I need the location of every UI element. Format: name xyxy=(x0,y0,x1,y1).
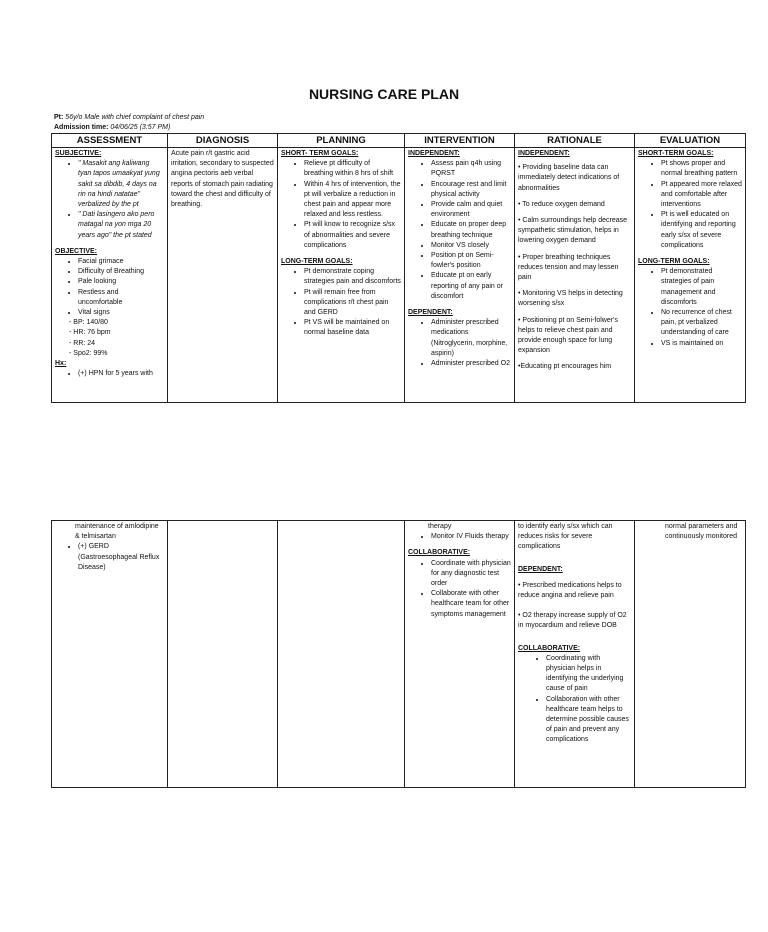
intervention-item: • Monitor VS closely xyxy=(431,241,511,251)
long-term-goal: • Pt demonstrate coping strategies pain and discomforts xyxy=(304,267,401,287)
rationale-dependent-label: DEPENDENT: xyxy=(518,565,563,573)
short-term-goal: • Relieve pt difficulty of breathing within 8 hrs of shift xyxy=(304,159,401,179)
vital-sign: - HR: 76 bpm xyxy=(78,328,164,338)
evaluation-item: • Pt demonstrated strategies of pain management and discomforts xyxy=(661,267,742,308)
objective-item: • Facial grimace xyxy=(78,257,164,267)
independent-label: INDEPENDENT: xyxy=(408,150,460,157)
admission-line xyxy=(54,123,170,132)
assessment-cell xyxy=(52,148,168,403)
intervention-item: • Educate pt on early reporting of any pain or discomfort xyxy=(431,271,511,302)
intervention-item: • Coordinate with physician for any diagnostic test order xyxy=(431,559,511,590)
planning-cell xyxy=(278,148,405,403)
rationale-independent-label: INDEPENDENT: xyxy=(518,150,570,157)
patient-line xyxy=(54,113,204,122)
evaluation-item: • No recurrence of chest pain, pt verbalized understanding of care xyxy=(661,308,742,339)
header-assessment: ASSESSMENT xyxy=(52,134,168,148)
intervention-item: • Monitor IV Fluids therapy xyxy=(431,532,511,542)
long-term-goals-label: LONG-TERM GOALS: xyxy=(281,258,353,266)
rationale-collaborative-label: COLLABORATIVE: xyxy=(518,644,581,652)
intervention-cell xyxy=(405,148,515,403)
rationale-item: • Prescribed medications helps to reduce angina and relieve pain xyxy=(518,581,622,600)
diagnosis-cell-continued xyxy=(168,521,278,788)
rationale-item: • O2 therapy increase supply of O2 in myocardium and relieve DOB xyxy=(518,612,627,630)
subjective-label: SUBJECTIVE: xyxy=(55,150,102,157)
long-term-goal: • Pt VS will be maintained on normal baseline data xyxy=(304,318,401,338)
eval-long-term-label: LONG-TERM GOALS: xyxy=(638,258,710,266)
planning-cell-continued xyxy=(278,521,405,788)
rationale-item: • Coordinating with physician helps in identifying the underlying cause of pain xyxy=(546,654,631,695)
intervention-item: • Educate on proper deep breathing technique xyxy=(431,220,511,240)
diagnosis-cell xyxy=(168,148,278,403)
intervention-item: • Position pt on Semi-fowler's position xyxy=(431,251,511,271)
intervention-item: • Collaborate with other healthcare team for other symptoms management xyxy=(431,589,511,620)
vital-sign: - RR: 24 xyxy=(78,339,164,349)
intervention-item: • Administer prescribed medications (Nitroglycerin, morphine, aspirin) xyxy=(431,318,511,359)
intervention-continued: therapy xyxy=(428,523,452,530)
evaluation-item: • Pt shows proper and normal breathing pattern xyxy=(661,159,742,179)
header-rationale: RATIONALE xyxy=(515,134,635,148)
rationale-item: • Collaboration with other healthcare team helps to determine possible causes of pain and prevent any complications xyxy=(546,695,631,746)
objective-item: • Difficulty of Breathing xyxy=(78,267,164,277)
patient-label: Pt: xyxy=(54,114,64,121)
rationale-item: •Educating pt encourages him xyxy=(518,363,612,371)
rationale-item: • Monitoring VS helps in detecting worsening s/sx xyxy=(518,290,623,308)
intervention-cell-continued xyxy=(405,521,515,788)
dependent-label: DEPENDENT: xyxy=(408,309,453,317)
evaluation-item: • Pt is well educated on identifying and reporting early s/sx of severe complications xyxy=(661,210,742,251)
hx-item: • (+) HPN for 5 years with xyxy=(78,369,164,379)
hx-item: • (+) GERD (Gastroesophageal Reflux Disease) xyxy=(78,542,164,573)
collaborative-label: COLLABORATIVE: xyxy=(408,549,471,557)
admission-label: Admission time: xyxy=(54,124,109,131)
intervention-item: • Provide calm and quiet environment xyxy=(431,200,511,220)
header-diagnosis: DIAGNOSIS xyxy=(168,134,278,148)
assessment-cell-continued xyxy=(52,521,168,788)
rationale-item: • To reduce oxygen demand xyxy=(518,200,605,208)
vital-sign: - BP: 140/80 xyxy=(78,318,164,328)
subjective-item: • " Dati lasingero ako pero matagal na yon mga 20 years ago" the pt stated xyxy=(78,210,164,241)
evaluation-item: • Pt appeared more relaxed and comfortable after interventions xyxy=(661,180,742,211)
short-term-goal: • Within 4 hrs of intervention, the pt will verbalize a reduction in chest pain and appear more relaxed and less restless. xyxy=(304,180,401,221)
rationale-item: • Providing baseline data can immediately detect indications of abnormalities xyxy=(518,164,620,192)
objective-item: • Restless and uncomfortable xyxy=(78,288,164,308)
short-term-goals-label: SHORT- TERM GOALS: xyxy=(281,150,359,157)
care-plan-table-page-2 xyxy=(51,520,746,788)
hx-label: Hx: xyxy=(55,360,67,368)
evaluation-continued: normal parameters and continuously monitored xyxy=(665,523,738,541)
care-plan-table-page-1 xyxy=(51,133,746,403)
header-planning: PLANNING xyxy=(278,134,405,148)
admission-value: 04/06/25 (3:57 PM) xyxy=(110,124,171,131)
objective-item: • Vital signs xyxy=(78,308,164,318)
rationale-cell-continued xyxy=(515,521,635,788)
short-term-goal: • Pt will know to recognize s/sx of abnormalities and severe complications xyxy=(304,220,401,251)
evaluation-item: • VS is maintained on xyxy=(661,339,742,349)
evaluation-cell xyxy=(635,148,746,403)
header-evaluation: EVALUATION xyxy=(635,134,746,148)
rationale-item: • Calm surroundings help decrease sympathetic stimulation, helps in lowering oxygen demand xyxy=(518,217,628,245)
patient-value: 56y/o Male with chief complaint of chest pain xyxy=(65,114,205,121)
intervention-item: • Assess pain q4h using PQRST xyxy=(431,159,511,179)
vital-sign: - Spo2: 99% xyxy=(78,349,164,359)
rationale-item: • Proper breathing techniques reduces tension and may lessen pain xyxy=(518,253,619,282)
header-intervention: INTERVENTION xyxy=(405,134,515,148)
rationale-continued: to identify early s/sx which can reduces risks for severe complications xyxy=(518,523,613,551)
intervention-item: • Administer prescribed O2 xyxy=(431,359,511,369)
evaluation-cell-continued xyxy=(635,521,746,788)
objective-label: OBJECTIVE: xyxy=(55,247,98,255)
diagnosis-text: Acute pain r/t gastric acid irritation, secondary to suspected angina pectoris aeb verbal reports of stomach pain radiating toward the chest and difficulty of breathing. xyxy=(171,150,274,209)
eval-short-term-label: SHORT-TERM GOALS: xyxy=(638,150,714,157)
objective-item: • Pale looking xyxy=(78,277,164,287)
hx-continued: maintenance of amlodipine & telmisartan xyxy=(75,523,159,541)
long-term-goal: • Pt will remain free from complications r/t chest pain and GERD xyxy=(304,288,401,319)
rationale-cell xyxy=(515,148,635,403)
rationale-item: • Positioning pt on Semi-folwer's helps to relieve chest pain and provide enough space for lung expansion xyxy=(518,316,618,355)
document-title: NURSING CARE PLAN xyxy=(308,86,460,102)
intervention-item: • Encourage rest and limit physical activity xyxy=(431,180,511,200)
subjective-item: • " Masakit ang kaliwang tyan tapos umaakyat yung sakit sa dibdib, 4 days na rin na hindi natatae" verbalized by the pt xyxy=(78,159,164,210)
